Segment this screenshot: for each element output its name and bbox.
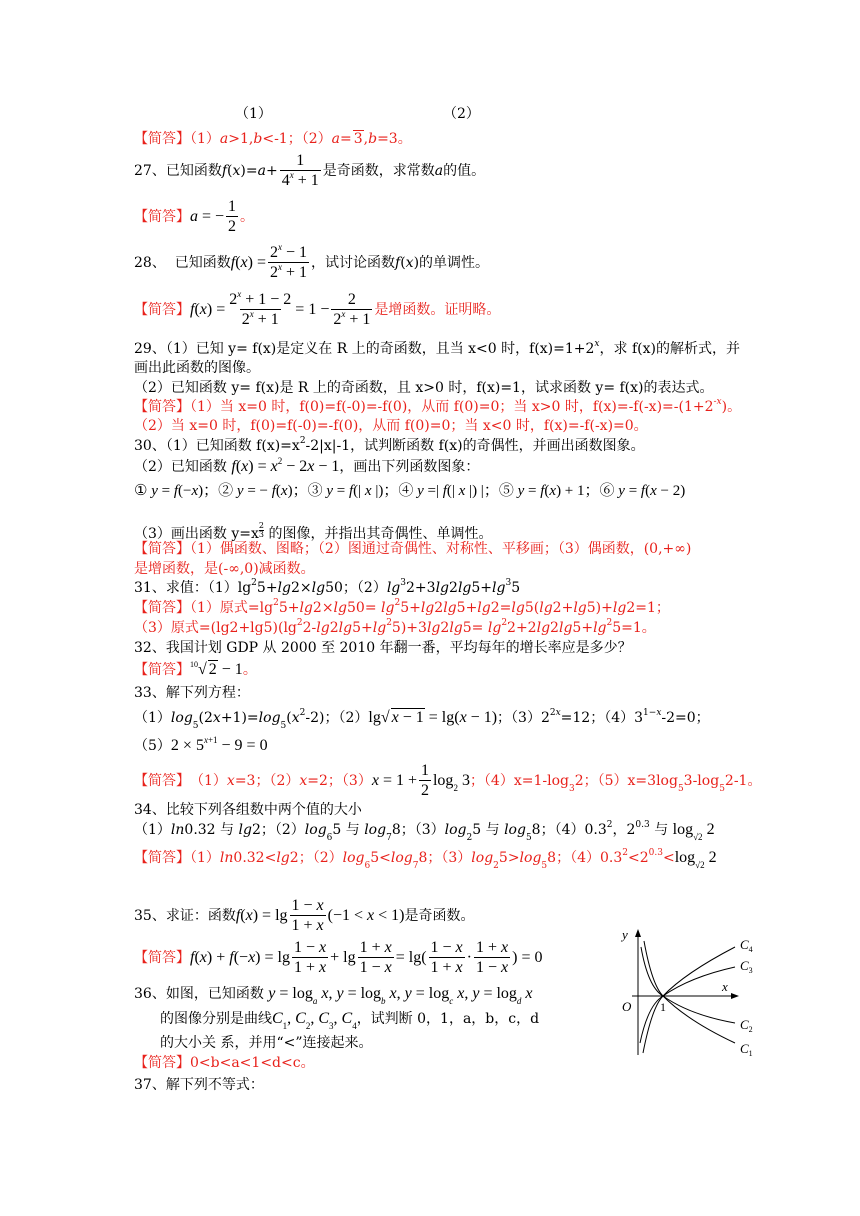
question-34: 34、比较下列各组数中两个值的大小 [134, 802, 362, 818]
label-c4: $C_4$ [740, 937, 753, 954]
question-34-items: （1）ln0.32 与 lg2；$(2)\log_65$ 与 $\log_78$；$(3)\log_25$ 与 $\log_58$；$(4)0.3^2$，$2^{0.3}$ 与 $\log_{√2} 2$ [134, 820, 715, 843]
figure-label-2: （2） [443, 106, 480, 122]
answer-27: 【简答】 a = − $\frac{1}{2}$ 。 [134, 198, 255, 235]
figure-label-1: （1） [235, 106, 272, 122]
question-36-line2: 的图像分别是曲线$C_1$, $C_2$, $C_3$, $C_4$，试判断 0，1，a，b，c，d [160, 1010, 540, 1032]
y-axis-arrow [635, 929, 641, 937]
x-axis-label: x [722, 979, 728, 994]
answer-33: 【简答】 （1）x=3；（2）x=2；（3） x = 1 + $\frac{1}{2}$ $\log_2 3$ ；$(4)x=1-\log_32$；$(5)x=3\log_53-\log_52-1$。 [134, 762, 762, 799]
question-29-line1: 29、（1）已知 y= f(x)是定义在 R 上的奇函数，且当 x<0 时，$f(x)=1+2^x$，求 f(x)的解析式，并 [134, 339, 740, 357]
answer-36: 【简答】0<b<a<1<d<c。 [134, 1055, 315, 1071]
question-30-list: ① y = f(−x)；② y = − f(x)；③ y = f(| x |)；④ y =| f(| x |) |；⑤ y = f(x) + 1；⑥ y = f(x − 2) [134, 483, 686, 499]
question-30-line2: （2）已知函数 $f(x) = x^2 - 2x - 1$，画出下列函数图象： [134, 455, 480, 475]
answer-35: 【简答】 f(x) + f(−x) = lg $\frac{1 - x}{1 + x}$ + lg $\frac{1 + x}{1 - x}$ = lg( $\frac{1 - x}{1 + x}$ · $\frac{1 + x}{1 - x}$ ) = 0 [134, 939, 543, 976]
one-label: 1 [660, 1000, 666, 1014]
question-30-line1: 30、（1）已知函数 $f(x)=x^2-2|x|-1$，试判断函数 f(x)的奇偶性，并画出函数图象。 [134, 436, 645, 454]
answer-31-line1: 【简答】（1）原式$=\lg^25+\lg 2\times\lg 50= \lg^25+\lg 2\lg 5+\lg 2=\lg 5(\lg 2+\lg 5)+\lg 2=1$； [134, 598, 670, 616]
question-33: 33、解下列方程： [134, 685, 250, 701]
label-c1: $C_1$ [740, 1041, 753, 1058]
answer-31-line2: （3）原式$=(\lg 2+\lg 5)(\lg^22-\lg 2\lg 5+\lg^25)+3\lg 2\lg 5= \lg^22+2\lg 2\lg 5+\lg^25=1$。 [134, 618, 656, 636]
answer-32: 【简答】$^{10}$√ 2 − 1。 [134, 659, 257, 678]
question-37: 37、解下列不等式： [134, 1077, 264, 1093]
x-axis-arrow [731, 993, 739, 999]
question-35: 35、 求证：函数 f(x) = lg $\frac{1 - x}{1 + x}$ (−1 < x < 1) 是奇函数。 [134, 897, 475, 934]
question-31: 31、求值：$(1)\lg^25+\lg 2\times\lg 50$；$(2)\lg^32+3\lg 2\lg 5+\lg^35$ [134, 578, 521, 596]
question-28: 28、 已知函数 f(x) = $\frac{2^x - 1}{2^x + 1}$ ，试讨论函数 f ( x ) 的单调性。 [134, 241, 490, 281]
log-curves-figure [610, 925, 770, 1065]
question-36-line1: 36、如图，已知函数 $y = \log_a x$, $y = \log_b x$, $y = \log_c x$, $y = \log_d x$ [134, 985, 533, 1007]
answer-30-line2: 是增函数，是(-∞,0)减函数。 [134, 561, 315, 577]
question-36-line3: 的大小关 系，并用“<”连接起来。 [160, 1035, 373, 1051]
curve-c1 [641, 947, 735, 1043]
answer-28: 【简答】 f(x) = $\frac{2^x + 1 - 2}{2^x + 1}$ = 1 − $\frac{2}{2^x + 1}$ 是增函数。证明略。 [134, 288, 501, 328]
question-33-eqs: $(1)\log_5(2x+1)=\log_5(x^2-2)$；（2）lg√ x − 1 = lg(x − 1)；$(3)2^{2x}=12$；$(4)3^{1-x}-2=0$； [134, 708, 710, 731]
answer-34: 【简答】（1）ln0.32<lg2；$(2)\log_65<\log_78$；$(3)\log_25>\log_58$；$(4)0.3^2<2^{0.3}<\log_{√2}$ 2 [134, 848, 717, 871]
answer-30-line1: 【简答】（1）偶函数、图略；（2）图通过奇偶性、对称性、平移画；（3）偶函数，(0,+∞) [134, 541, 692, 557]
question-32: 32、我国计划 GDP 从 2000 至 2010 年翻一番，平均每年的增长率应是多少？ [134, 640, 632, 656]
answer-29-line1: 【简答】（1）当 x=0 时，f(0)=f(-0)=-f(0)，从而 f(0)=0；当 x>0 时，$f(x)=-f(-x)=-(1+2^{-x})$。 [134, 397, 742, 415]
answer-26: 【简答】（1）a>1,b<-1；（2）a= 3,b=3。 [134, 131, 412, 147]
question-29-line3: （2）已知函数 y= f(x)是 R 上的奇函数，且 x>0 时，f(x)=1，试求函数 y= f(x)的表达式。 [134, 380, 714, 396]
question-33-eq5: $(5)2 \times 5^{x+1} - 9 = 0$ [134, 734, 268, 754]
answer-29-line2: （2）当 x=0 时，f(0)=f(-0)=-f(0)，从而 f(0)=0；当 x<0 时，f(x)=-f(-x)=0。 [134, 418, 648, 434]
y-axis-label: y [622, 927, 628, 942]
question-29-line2: 画出此函数的图像。 [134, 360, 260, 376]
label-c3: $C_3$ [740, 958, 753, 975]
curve-c4 [640, 947, 735, 1043]
question-27: 27、 已知函数 f ( x )= a + $\frac{1}{4^x + 1}$ 是奇函数，求常数 a 的值。 [134, 152, 486, 189]
question-30-line3: （3）画出函数 y=x $\frac{2}{3}$ 的图像，并指出其奇偶性、单调性。 [134, 521, 493, 542]
label-c2: $C_2$ [740, 1017, 753, 1034]
origin-label: O [622, 999, 632, 1014]
